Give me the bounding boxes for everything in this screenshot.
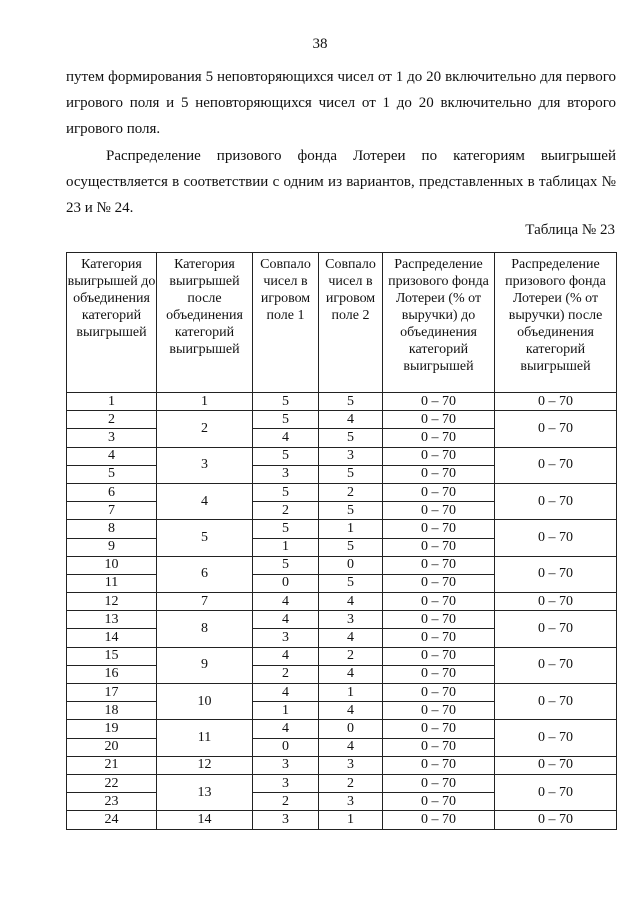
header-matches-field-2: Совпало чисел в игровом поле 2 (319, 253, 383, 393)
cell-matches-field-2: 0 (319, 556, 383, 574)
cell-distribution-after: 0 – 70 (495, 393, 617, 411)
cell-distribution-before: 0 – 70 (383, 756, 495, 774)
cell-category-before: 21 (67, 756, 157, 774)
cell-matches-field-1: 5 (253, 411, 319, 429)
table-row (67, 393, 617, 411)
cell-matches-field-2: 5 (319, 393, 383, 411)
cell-matches-field-2: 4 (319, 738, 383, 756)
header-category-before: Категория выигрышей до объединения категорий выигрышей (67, 253, 157, 393)
cell-distribution-before: 0 – 70 (383, 593, 495, 611)
cell-category-before: 24 (67, 811, 157, 829)
cell-matches-field-1: 4 (253, 720, 319, 738)
cell-distribution-before: 0 – 70 (383, 465, 495, 483)
cell-distribution-after: 0 – 70 (495, 756, 617, 774)
cell-matches-field-2: 5 (319, 574, 383, 592)
cell-matches-field-1: 0 (253, 574, 319, 592)
table-header-row (67, 253, 617, 393)
cell-distribution-before: 0 – 70 (383, 483, 495, 501)
cell-matches-field-1: 5 (253, 483, 319, 501)
cell-matches-field-2: 0 (319, 720, 383, 738)
cell-matches-field-1: 1 (253, 702, 319, 720)
cell-category-before: 20 (67, 738, 157, 756)
cell-distribution-after: 0 – 70 (495, 811, 617, 829)
cell-distribution-before: 0 – 70 (383, 720, 495, 738)
cell-category-after: 4 (157, 483, 253, 519)
table-body (67, 393, 617, 830)
cell-matches-field-2: 3 (319, 756, 383, 774)
paragraph-prize-distribution: Распределение призового фонда Лотереи по категориям выигрышей осуществляется в соответствии с одним из вариантов, представленных в таблицах № 23 и № 24. (66, 148, 616, 216)
cell-matches-field-2: 4 (319, 629, 383, 647)
cell-distribution-after: 0 – 70 (495, 411, 617, 447)
cell-distribution-after: 0 – 70 (495, 774, 617, 810)
cell-distribution-before: 0 – 70 (383, 429, 495, 447)
cell-distribution-before: 0 – 70 (383, 556, 495, 574)
cell-category-after: 14 (157, 811, 253, 829)
cell-category-before: 17 (67, 684, 157, 702)
cell-matches-field-2: 3 (319, 793, 383, 811)
header-distribution-after: Распределение призового фонда Лотереи (% от выручки) после объединения категорий выигрышей (495, 253, 617, 393)
cell-matches-field-1: 5 (253, 393, 319, 411)
cell-category-before: 9 (67, 538, 157, 556)
table-row (67, 593, 617, 611)
cell-matches-field-1: 1 (253, 538, 319, 556)
cell-category-after: 1 (157, 393, 253, 411)
cell-matches-field-2: 1 (319, 811, 383, 829)
cell-category-before: 10 (67, 556, 157, 574)
cell-matches-field-1: 5 (253, 556, 319, 574)
cell-category-before: 18 (67, 702, 157, 720)
header-category-after: Категория выигрышей после объединения категорий выигрышей (157, 253, 253, 393)
cell-distribution-after: 0 – 70 (495, 483, 617, 519)
cell-distribution-after: 0 – 70 (495, 520, 617, 556)
cell-distribution-after: 0 – 70 (495, 684, 617, 720)
cell-distribution-before: 0 – 70 (383, 811, 495, 829)
page-number: 38 (312, 36, 328, 52)
cell-matches-field-1: 0 (253, 738, 319, 756)
header-matches-field-1: Совпало чисел в игровом поле 1 (253, 253, 319, 393)
cell-category-after: 3 (157, 447, 253, 483)
cell-category-after: 12 (157, 756, 253, 774)
cell-category-before: 7 (67, 502, 157, 520)
cell-matches-field-2: 2 (319, 774, 383, 792)
cell-matches-field-1: 3 (253, 629, 319, 647)
cell-category-before: 4 (67, 447, 157, 465)
cell-category-before: 5 (67, 465, 157, 483)
cell-matches-field-2: 4 (319, 702, 383, 720)
cell-matches-field-2: 5 (319, 429, 383, 447)
table-row (67, 611, 617, 629)
cell-matches-field-2: 2 (319, 647, 383, 665)
cell-category-before: 8 (67, 520, 157, 538)
cell-category-after: 2 (157, 411, 253, 447)
cell-matches-field-2: 5 (319, 465, 383, 483)
table-row (67, 756, 617, 774)
cell-matches-field-1: 4 (253, 611, 319, 629)
table-row (67, 774, 617, 792)
cell-distribution-before: 0 – 70 (383, 738, 495, 756)
cell-matches-field-2: 2 (319, 483, 383, 501)
cell-matches-field-1: 5 (253, 520, 319, 538)
cell-matches-field-2: 3 (319, 447, 383, 465)
paragraph-game-fields: путем формирования 5 неповторяющихся чисел от 1 до 20 включительно для первого игрового поля и 5 неповторяющихся чисел от 1 до 20 включительно для второго игрового поля. (66, 69, 616, 137)
cell-distribution-before: 0 – 70 (383, 684, 495, 702)
cell-distribution-after: 0 – 70 (495, 720, 617, 756)
cell-category-before: 23 (67, 793, 157, 811)
cell-category-after: 9 (157, 647, 253, 683)
cell-matches-field-2: 5 (319, 538, 383, 556)
cell-distribution-after: 0 – 70 (495, 647, 617, 683)
cell-distribution-after: 0 – 70 (495, 556, 617, 592)
cell-category-after: 7 (157, 593, 253, 611)
cell-category-before: 11 (67, 574, 157, 592)
cell-distribution-before: 0 – 70 (383, 411, 495, 429)
cell-category-before: 12 (67, 593, 157, 611)
prize-distribution-table (66, 252, 617, 830)
table-caption: Таблица № 23 (525, 222, 615, 238)
table-row (67, 447, 617, 465)
cell-matches-field-1: 4 (253, 429, 319, 447)
table-row (67, 647, 617, 665)
cell-matches-field-2: 4 (319, 593, 383, 611)
cell-category-before: 19 (67, 720, 157, 738)
cell-category-before: 6 (67, 483, 157, 501)
cell-category-after: 6 (157, 556, 253, 592)
cell-distribution-after: 0 – 70 (495, 611, 617, 647)
cell-distribution-before: 0 – 70 (383, 665, 495, 683)
cell-matches-field-2: 3 (319, 611, 383, 629)
cell-distribution-before: 0 – 70 (383, 629, 495, 647)
header-distribution-before: Распределение призового фонда Лотереи (% от выручки) до объединения категорий выигрышей (383, 253, 495, 393)
cell-matches-field-2: 4 (319, 411, 383, 429)
table-row (67, 720, 617, 738)
cell-matches-field-1: 3 (253, 811, 319, 829)
cell-category-before: 13 (67, 611, 157, 629)
cell-matches-field-2: 5 (319, 502, 383, 520)
table-row (67, 411, 617, 429)
cell-distribution-before: 0 – 70 (383, 502, 495, 520)
cell-matches-field-1: 4 (253, 647, 319, 665)
table-row (67, 811, 617, 829)
cell-category-before: 16 (67, 665, 157, 683)
cell-distribution-before: 0 – 70 (383, 574, 495, 592)
cell-category-after: 5 (157, 520, 253, 556)
cell-distribution-before: 0 – 70 (383, 520, 495, 538)
table-row (67, 520, 617, 538)
cell-distribution-before: 0 – 70 (383, 793, 495, 811)
cell-category-after: 11 (157, 720, 253, 756)
cell-category-before: 3 (67, 429, 157, 447)
cell-category-after: 8 (157, 611, 253, 647)
cell-matches-field-2: 4 (319, 665, 383, 683)
cell-distribution-before: 0 – 70 (383, 611, 495, 629)
cell-matches-field-1: 3 (253, 756, 319, 774)
cell-category-before: 15 (67, 647, 157, 665)
cell-distribution-after: 0 – 70 (495, 447, 617, 483)
cell-matches-field-1: 2 (253, 502, 319, 520)
cell-matches-field-2: 1 (319, 520, 383, 538)
cell-matches-field-1: 2 (253, 793, 319, 811)
table-row (67, 483, 617, 501)
cell-distribution-before: 0 – 70 (383, 393, 495, 411)
cell-category-before: 14 (67, 629, 157, 647)
cell-distribution-before: 0 – 70 (383, 538, 495, 556)
cell-matches-field-1: 4 (253, 593, 319, 611)
cell-category-before: 1 (67, 393, 157, 411)
cell-category-before: 2 (67, 411, 157, 429)
cell-matches-field-1: 3 (253, 465, 319, 483)
cell-matches-field-2: 1 (319, 684, 383, 702)
cell-matches-field-1: 2 (253, 665, 319, 683)
cell-matches-field-1: 3 (253, 774, 319, 792)
table-row (67, 556, 617, 574)
table-row (67, 684, 617, 702)
cell-matches-field-1: 5 (253, 447, 319, 465)
cell-distribution-after: 0 – 70 (495, 593, 617, 611)
cell-distribution-before: 0 – 70 (383, 647, 495, 665)
cell-matches-field-1: 4 (253, 684, 319, 702)
cell-distribution-before: 0 – 70 (383, 447, 495, 465)
cell-category-before: 22 (67, 774, 157, 792)
cell-distribution-before: 0 – 70 (383, 774, 495, 792)
cell-distribution-before: 0 – 70 (383, 702, 495, 720)
cell-category-after: 13 (157, 774, 253, 810)
cell-category-after: 10 (157, 684, 253, 720)
